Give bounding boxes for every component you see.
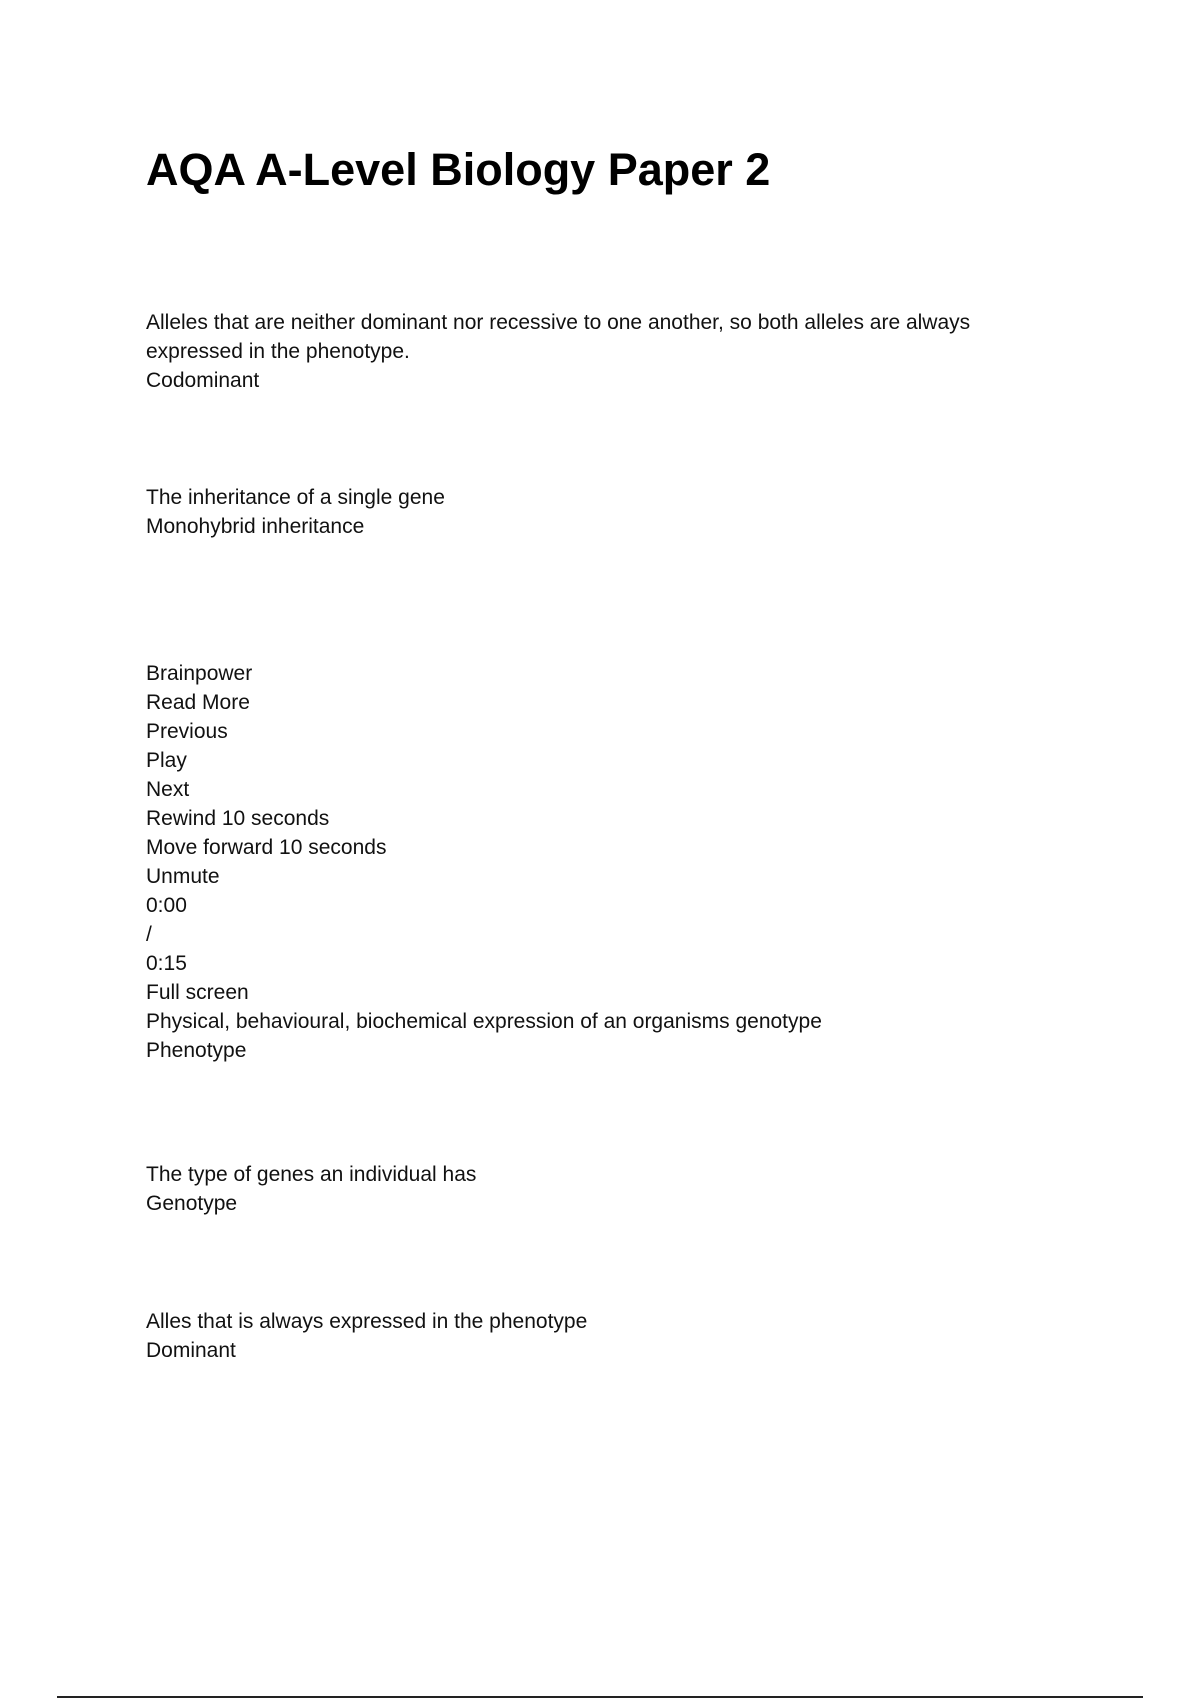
flashcard-answer: Genotype: [146, 1192, 238, 1215]
forward-button[interactable]: Move forward 10 seconds: [146, 836, 387, 859]
play-button[interactable]: Play: [146, 749, 187, 772]
current-time: 0:00: [146, 894, 187, 917]
player-and-flashcard-3: [146, 659, 1046, 1065]
flashcard-answer: Phenotype: [146, 1039, 247, 1062]
flashcard-question: Alleles that are neither dominant nor recessive to one another, so both alleles are always expressed in the phenotype.: [146, 311, 971, 363]
flashcard-question: The type of genes an individual has: [146, 1163, 477, 1186]
flashcard-question: The inheritance of a single gene: [146, 486, 445, 509]
time-separator: /: [146, 923, 152, 946]
flashcard-5: [146, 1307, 1046, 1365]
footer-divider: [57, 1696, 1143, 1698]
read-more-link[interactable]: Read More: [146, 691, 250, 714]
flashcard-answer: Codominant: [146, 369, 260, 392]
flashcard-4: [146, 1160, 1046, 1218]
unmute-button[interactable]: Unmute: [146, 865, 220, 888]
flashcard-2: [146, 483, 1046, 541]
flashcard-answer: Dominant: [146, 1339, 236, 1362]
next-button[interactable]: Next: [146, 778, 190, 801]
duration: 0:15: [146, 952, 187, 975]
previous-button[interactable]: Previous: [146, 720, 228, 743]
page-title: AQA A-Level Biology Paper 2: [146, 144, 771, 195]
flashcard-question: Physical, behavioural, biochemical expression of an organisms genotype: [146, 1010, 822, 1033]
flashcard-1: [146, 308, 1046, 395]
flashcard-answer: Monohybrid inheritance: [146, 515, 365, 538]
flashcard-question: Alles that is always expressed in the phenotype: [146, 1310, 588, 1333]
player-brand: Brainpower: [146, 662, 253, 685]
fullscreen-button[interactable]: Full screen: [146, 981, 249, 1004]
rewind-button[interactable]: Rewind 10 seconds: [146, 807, 330, 830]
